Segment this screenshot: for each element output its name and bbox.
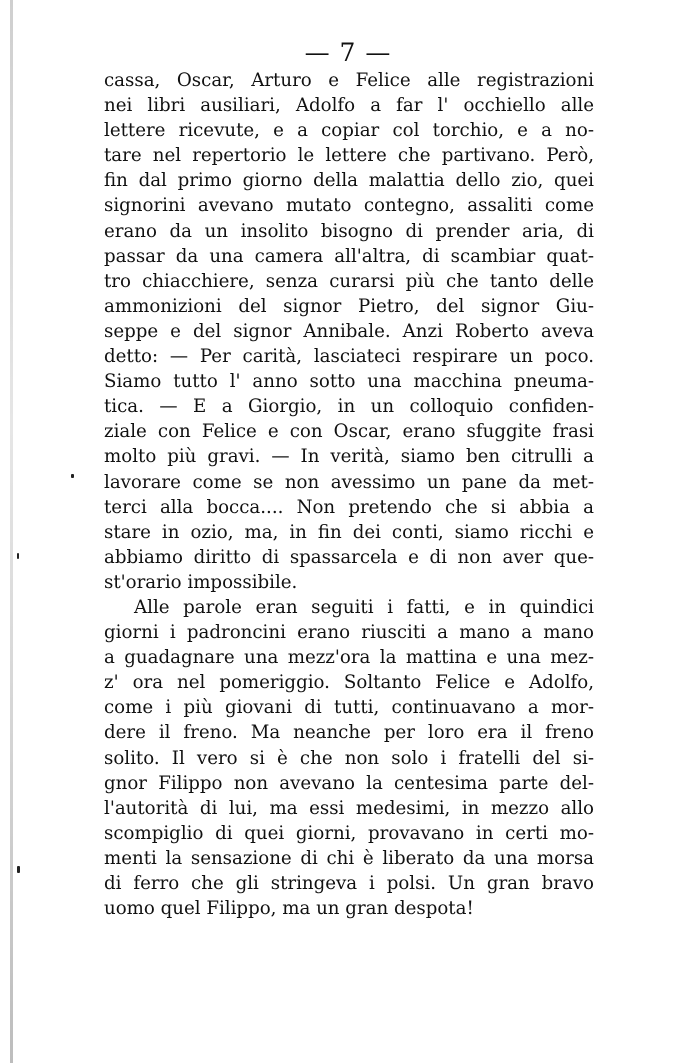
text-line: st'orario impossibile. (104, 571, 298, 593)
paragraph (104, 68, 594, 595)
text-line: cassa, Oscar, Arturo e Felice alle registrazioni (104, 70, 594, 91)
text-line: l'autorità di lui, ma essi medesimi, in mezzo allo (104, 797, 594, 819)
text-line: seppe e del signor Annibale. Anzi Roberto aveva (104, 320, 594, 342)
text-line: signorini avevano mutato contegno, assaliti come (104, 195, 594, 217)
text-line: tica. — E a Giorgio, in un colloquio confiden- (104, 396, 594, 418)
body-text (104, 68, 594, 921)
paragraph (104, 595, 594, 921)
ink-speck (71, 474, 74, 478)
ink-speck (17, 866, 20, 873)
text-line: z' ora nel pomeriggio. Soltanto Felice e Adolfo, (104, 672, 594, 694)
ink-speck (17, 553, 19, 559)
text-line: menti la sensazione di chi è liberato da una morsa (104, 847, 594, 869)
text-line: nei libri ausiliari, Adolfo a far l' occhiello alle (104, 95, 594, 117)
text-line: Alle parole eran seguiti i fatti, e in quindici (134, 596, 594, 618)
text-line: dere il freno. Ma neanche per loro era il freno (104, 722, 594, 744)
text-line: solito. Il vero si è che non solo i fratelli del si- (104, 747, 594, 769)
text-line: a guadagnare una mezz'ora la mattina e una mez- (104, 647, 594, 669)
text-line: come i più giovani di tutti, continuavano a mor- (104, 697, 594, 719)
page-edge-shadow (10, 0, 13, 1063)
text-line: passar da una camera all'altra, di scambiar quat- (104, 245, 594, 267)
text-line: Siamo tutto l' anno sotto una macchina pneuma- (104, 371, 594, 393)
text-line: molto più gravi. — In verità, siamo ben citrulli a (104, 446, 594, 468)
text-line: fin dal primo giorno della malattia dello zio, quei (104, 170, 594, 192)
text-line: scompiglio di quei giorni, provavano in certi mo- (104, 822, 594, 844)
text-line: terci alla bocca.... Non pretendo che si abbia a (104, 496, 594, 518)
text-line: gnor Filippo non avevano la centesima parte del- (104, 772, 594, 794)
text-line: abbiamo diritto di spassarcela e di non aver que- (104, 546, 594, 568)
text-line: lettere ricevute, e a copiar col torchio, e a no- (104, 120, 594, 142)
text-line: di ferro che gli stringeva i polsi. Un gran bravo (104, 873, 594, 894)
text-line: stare in ozio, ma, in fin dei conti, siamo ricchi e (104, 521, 594, 543)
text-line: lavorare come se non avessimo un pane da met- (104, 471, 594, 493)
text-line: uomo quel Filippo, ma un gran despota! (104, 898, 474, 920)
text-line: detto: — Per carità, lasciateci respirare un poco. (104, 346, 594, 368)
text-line: tare nel repertorio le lettere che partivano. Però, (104, 145, 594, 167)
text-line: ammonizioni del signor Pietro, del signor Giu- (104, 295, 594, 317)
text-line: giorni i padroncini erano riusciti a mano a mano (104, 622, 594, 644)
text-line: ziale con Felice e con Oscar, erano sfuggite frasi (104, 421, 594, 443)
page-number: — 7 — (304, 38, 392, 67)
text-line: tro chiacchiere, senza curarsi più che tanto delle (104, 270, 594, 292)
text-line: erano da un insolito bisogno di prender aria, di (104, 220, 594, 242)
